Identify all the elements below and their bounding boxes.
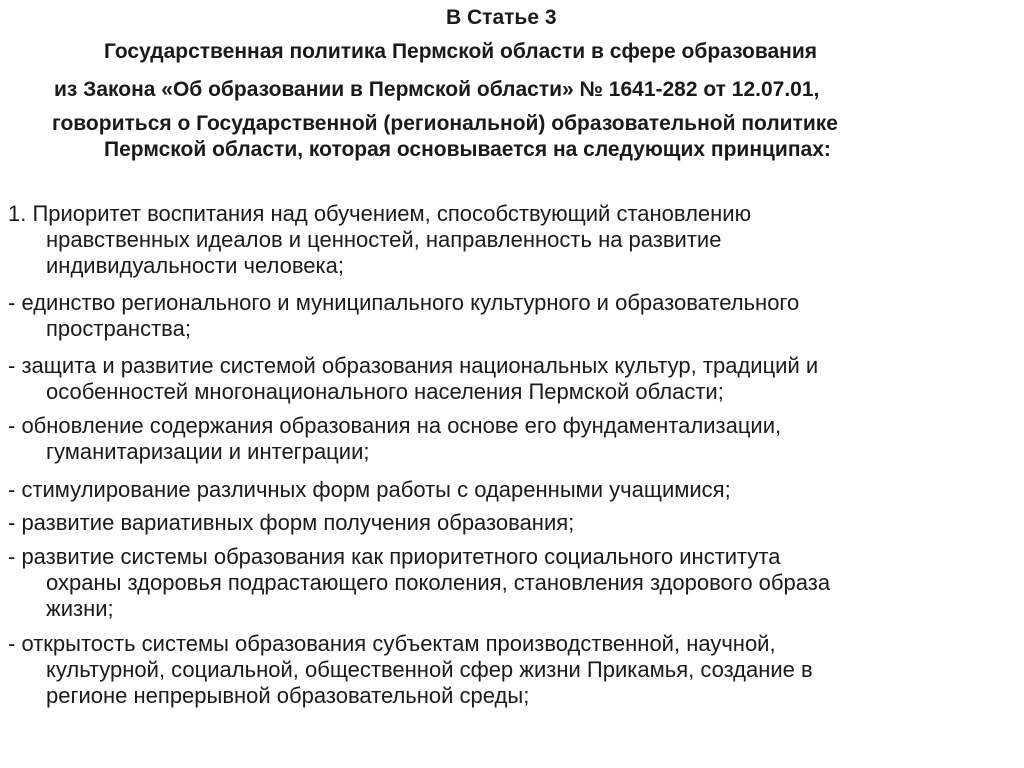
list-item-line: гуманитаризации и интеграции;	[46, 439, 370, 464]
title-line-3: из Закона «Об образовании в Пермской области» № 1641-282 от 12.07.01,	[54, 78, 820, 101]
list-item-line: индивидуальности человека;	[46, 253, 344, 278]
list-item	[8, 353, 818, 405]
list-item	[8, 413, 781, 465]
list-item-line: - стимулирование различных форм работы с одаренными учащимися;	[8, 477, 731, 502]
list-item-line: охраны здоровья подрастающего поколения, становления здорового образа	[46, 570, 831, 595]
list-item-line: нравственных идеалов и ценностей, направленность на развитие	[46, 227, 722, 252]
list-item-line: жизни;	[46, 596, 114, 621]
list-item	[8, 544, 830, 622]
list-item-line: пространства;	[46, 316, 191, 341]
list-item-line: культурной, социальной, общественной сфер жизни Прикамья, создание в	[46, 657, 813, 682]
list-item-line: - развитие вариативных форм получения образования;	[8, 510, 575, 535]
list-item-line: регионе непрерывной образовательной среды;	[46, 683, 530, 708]
title-line-1: В Статье 3	[446, 6, 557, 29]
list-item	[8, 510, 574, 536]
list-item-line: - развитие системы образования как приоритетного социального института	[8, 544, 781, 569]
list-item-line: - открытость системы образования субъектам производственной, научной,	[8, 631, 776, 656]
title-line-5: Пермской области, которая основывается на следующих принципах:	[104, 138, 831, 161]
list-item	[8, 631, 813, 709]
title-line-4: говориться о Государственной (региональной) образовательной политике	[52, 112, 838, 135]
list-item-line: - обновление содержания образования на основе его фундаментализации,	[8, 413, 782, 438]
list-item-line: особенностей многонационального населения Пермской области;	[46, 379, 724, 404]
title-line-2: Государственная политика Пермской области в сфере образования	[104, 40, 818, 63]
list-item	[8, 477, 731, 503]
list-item	[8, 201, 751, 279]
list-item-line: - защита и развитие системой образования национальных культур, традиций и	[8, 353, 819, 378]
list-item-line: - единство регионального и муниципального культурного и образовательного	[8, 290, 800, 315]
list-item	[8, 290, 799, 342]
list-item-line: 1. Приоритет воспитания над обучением, способствующий становлению	[8, 201, 752, 226]
